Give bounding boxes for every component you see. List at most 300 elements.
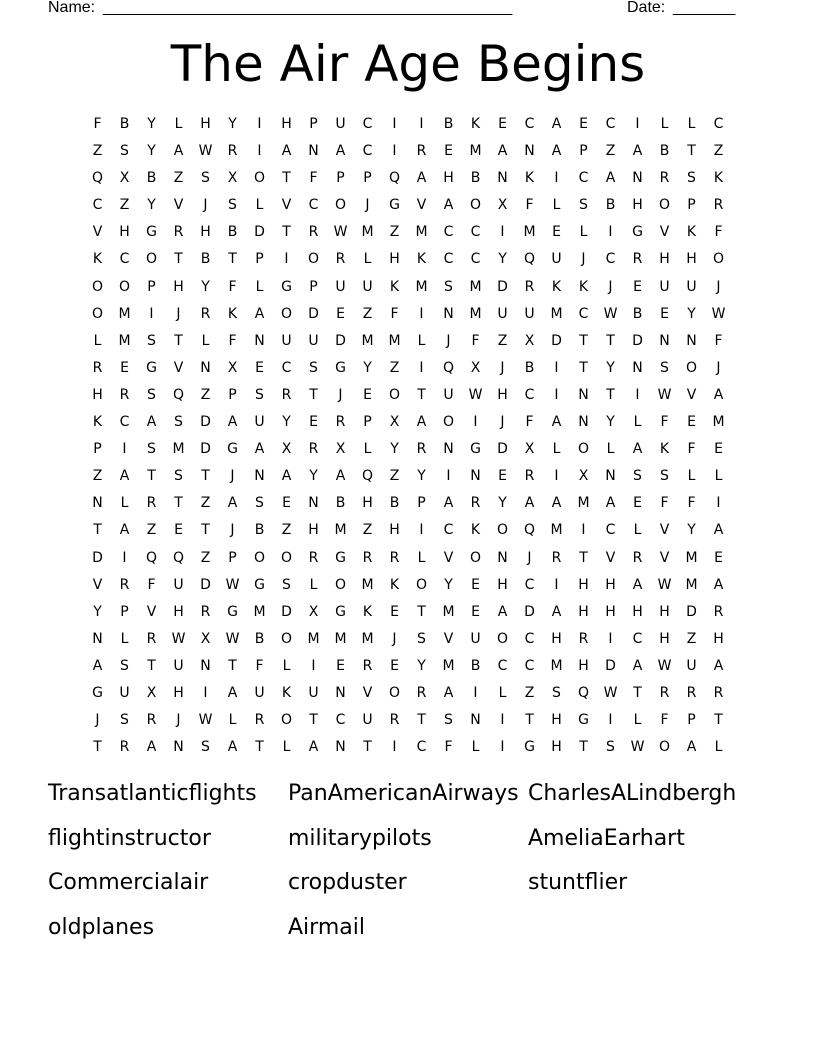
- grid-letter: R: [146, 495, 157, 512]
- grid-letter: P: [255, 251, 264, 268]
- grid-letter: O: [496, 522, 509, 539]
- grid-letter: Y: [390, 441, 399, 458]
- grid-row: [84, 493, 732, 520]
- grid-letter: S: [255, 495, 264, 512]
- grid-letter: F: [147, 576, 156, 593]
- word-list-item: AmeliaEarhart: [528, 825, 685, 851]
- grid-letter: R: [416, 684, 427, 701]
- grid-letter: C: [524, 630, 535, 647]
- grid-letter: O: [334, 576, 347, 593]
- grid-letter: H: [200, 116, 211, 132]
- grid-letter: U: [524, 305, 535, 322]
- grid-row: [84, 412, 732, 439]
- grid-letter: R: [362, 657, 373, 674]
- grid-letter: Z: [119, 197, 130, 214]
- grid-letter: T: [282, 170, 291, 187]
- grid-letter: L: [363, 251, 372, 268]
- grid-letter: A: [416, 170, 427, 187]
- grid-letter: J: [95, 712, 100, 729]
- grid-letter: G: [146, 359, 157, 376]
- grid-row: [84, 520, 732, 547]
- grid-letter: Z: [92, 468, 103, 485]
- grid-letter: S: [147, 332, 156, 349]
- grid-letter: G: [227, 603, 238, 620]
- grid-letter: O: [712, 251, 725, 268]
- grid-letter: B: [605, 197, 616, 214]
- grid-letter: L: [201, 332, 210, 349]
- grid-letter: I: [203, 684, 208, 701]
- grid-letter: S: [120, 657, 129, 674]
- grid-letter: U: [443, 386, 454, 403]
- grid-letter: R: [659, 170, 670, 187]
- grid-row: [84, 114, 732, 141]
- grid-letter: O: [280, 630, 293, 647]
- grid-letter: O: [280, 712, 293, 729]
- grid-letter: R: [632, 549, 643, 566]
- grid-letter: R: [146, 712, 157, 729]
- grid-letter: O: [658, 197, 671, 214]
- grid-letter: C: [605, 522, 616, 539]
- grid-letter: P: [363, 170, 372, 187]
- grid-letter: U: [497, 305, 508, 322]
- grid-letter: T: [93, 522, 102, 539]
- grid-letter: L: [93, 332, 102, 349]
- grid-letter: V: [443, 630, 454, 647]
- grid-letter: T: [417, 603, 426, 620]
- grid-letter: V: [659, 522, 670, 539]
- grid-letter: I: [500, 739, 505, 756]
- grid-letter: R: [335, 251, 346, 268]
- grid-row: [84, 168, 732, 195]
- grid-letter: M: [361, 224, 374, 241]
- grid-letter: R: [713, 197, 724, 214]
- grid-letter: S: [579, 197, 588, 214]
- grid-letter: Y: [498, 251, 507, 268]
- grid-letter: A: [281, 143, 292, 160]
- grid-letter: P: [336, 170, 345, 187]
- grid-letter: O: [253, 170, 266, 187]
- grid-letter: H: [389, 251, 400, 268]
- grid-letter: Y: [444, 576, 453, 593]
- grid-letter: R: [200, 603, 211, 620]
- grid-letter: O: [91, 305, 104, 322]
- grid-letter: S: [417, 630, 426, 647]
- grid-letter: C: [443, 224, 454, 241]
- grid-letter: U: [173, 576, 184, 593]
- grid-letter: K: [659, 441, 670, 458]
- grid-letter: H: [389, 522, 400, 539]
- grid-letter: A: [335, 468, 346, 485]
- grid-letter: K: [389, 278, 400, 295]
- grid-letter: C: [119, 251, 130, 268]
- grid-letter: K: [713, 170, 724, 187]
- grid-row: [84, 548, 732, 575]
- grid-letter: D: [200, 414, 211, 431]
- grid-row: [84, 141, 732, 168]
- grid-letter: T: [606, 332, 615, 349]
- grid-row: [84, 358, 732, 385]
- grid-letter: I: [608, 712, 613, 729]
- grid-letter: O: [145, 251, 158, 268]
- grid-letter: J: [203, 197, 208, 214]
- grid-letter: X: [578, 468, 589, 485]
- grid-letter: R: [254, 712, 265, 729]
- grid-letter: W: [657, 576, 672, 593]
- grid-letter: L: [309, 576, 318, 593]
- grid-letter: T: [363, 739, 372, 756]
- grid-letter: P: [687, 197, 696, 214]
- grid-letter: L: [660, 116, 669, 132]
- grid-letter: O: [685, 359, 698, 376]
- grid-letter: W: [225, 576, 240, 593]
- grid-letter: L: [552, 441, 561, 458]
- grid-letter: X: [281, 441, 292, 458]
- grid-letter: G: [470, 441, 481, 458]
- grid-letter: T: [417, 712, 426, 729]
- grid-letter: R: [227, 143, 238, 160]
- grid-letter: Y: [687, 305, 696, 322]
- grid-letter: M: [469, 305, 482, 322]
- grid-letter: V: [362, 684, 373, 701]
- grid-letter: K: [362, 603, 373, 620]
- grid-letter: M: [550, 522, 563, 539]
- grid-letter: B: [227, 224, 238, 241]
- grid-letter: P: [228, 549, 237, 566]
- grid-letter: B: [470, 657, 481, 674]
- grid-letter: E: [714, 549, 723, 566]
- grid-letter: C: [443, 522, 454, 539]
- grid-letter: C: [578, 305, 589, 322]
- grid-letter: U: [173, 657, 184, 674]
- grid-letter: N: [308, 143, 319, 160]
- grid-letter: R: [119, 739, 130, 756]
- grid-letter: W: [225, 630, 240, 647]
- grid-letter: N: [173, 739, 184, 756]
- grid-letter: S: [120, 143, 129, 160]
- grid-letter: R: [92, 359, 103, 376]
- grid-letter: V: [659, 224, 670, 241]
- grid-letter: T: [579, 739, 588, 756]
- grid-letter: E: [174, 522, 183, 539]
- grid-letter: H: [578, 657, 589, 674]
- grid-letter: T: [309, 386, 318, 403]
- grid-letter: G: [335, 549, 346, 566]
- grid-letter: K: [92, 251, 103, 268]
- grid-letter: V: [173, 359, 184, 376]
- grid-row: [84, 249, 732, 276]
- grid-letter: I: [311, 657, 316, 674]
- grid-letter: X: [470, 359, 481, 376]
- grid-letter: G: [389, 197, 400, 214]
- grid-letter: M: [415, 278, 428, 295]
- grid-letter: H: [659, 630, 670, 647]
- grid-letter: B: [659, 143, 670, 160]
- grid-letter: T: [228, 657, 237, 674]
- grid-letter: A: [443, 495, 454, 512]
- grid-letter: B: [146, 170, 157, 187]
- grid-letter: J: [500, 359, 505, 376]
- grid-letter: M: [469, 143, 482, 160]
- grid-letter: M: [685, 576, 698, 593]
- grid-letter: N: [443, 441, 454, 458]
- grid-letter: O: [280, 549, 293, 566]
- grid-letter: D: [551, 332, 562, 349]
- grid-letter: L: [120, 495, 129, 512]
- grid-letter: N: [470, 712, 481, 729]
- grid-row: [84, 602, 732, 629]
- grid-letter: V: [92, 576, 103, 593]
- grid-letter: T: [579, 332, 588, 349]
- grid-letter: I: [554, 468, 559, 485]
- grid-letter: Y: [606, 359, 615, 376]
- grid-letter: J: [392, 630, 397, 647]
- grid-letter: Z: [497, 332, 508, 349]
- grid-letter: X: [524, 441, 535, 458]
- grid-letter: H: [632, 197, 643, 214]
- grid-letter: R: [335, 414, 346, 431]
- word-list-item: flightinstructor: [48, 825, 211, 851]
- grid-letter: F: [444, 739, 453, 756]
- grid-letter: A: [443, 197, 454, 214]
- grid-letter: C: [470, 224, 481, 241]
- grid-letter: R: [551, 549, 562, 566]
- grid-letter: C: [605, 251, 616, 268]
- grid-letter: V: [416, 197, 427, 214]
- grid-letter: Y: [606, 414, 615, 431]
- grid-letter: I: [419, 522, 424, 539]
- grid-letter: F: [525, 414, 534, 431]
- grid-letter: V: [92, 224, 103, 241]
- grid-letter: S: [660, 359, 669, 376]
- grid-letter: H: [605, 576, 616, 593]
- grid-letter: S: [552, 684, 561, 701]
- grid-letter: H: [659, 251, 670, 268]
- grid-letter: K: [470, 522, 481, 539]
- grid-letter: A: [416, 414, 427, 431]
- grid-letter: R: [713, 684, 724, 701]
- grid-letter: R: [389, 712, 400, 729]
- grid-letter: H: [686, 251, 697, 268]
- date-label: Date:: [627, 0, 666, 16]
- grid-letter: F: [714, 224, 723, 241]
- grid-letter: T: [228, 251, 237, 268]
- grid-letter: T: [579, 549, 588, 566]
- grid-letter: N: [254, 332, 265, 349]
- grid-letter: V: [443, 549, 454, 566]
- grid-letter: I: [257, 143, 262, 160]
- grid-letter: D: [686, 603, 697, 620]
- grid-letter: P: [93, 441, 102, 458]
- grid-letter: K: [686, 224, 697, 241]
- grid-letter: R: [281, 386, 292, 403]
- grid-letter: A: [227, 414, 238, 431]
- grid-letter: A: [632, 143, 643, 160]
- grid-letter: D: [497, 441, 508, 458]
- grid-letter: X: [146, 684, 157, 701]
- grid-letter: M: [118, 332, 131, 349]
- grid-letter: H: [119, 224, 130, 241]
- grid-letter: Q: [523, 522, 536, 539]
- grid-letter: Z: [92, 143, 103, 160]
- grid-letter: N: [686, 332, 697, 349]
- grid-letter: A: [146, 414, 157, 431]
- word-list: [48, 778, 768, 957]
- grid-letter: B: [389, 495, 400, 512]
- grid-letter: P: [228, 386, 237, 403]
- grid-letter: H: [551, 739, 562, 756]
- grid-letter: A: [254, 305, 265, 322]
- grid-letter: H: [605, 603, 616, 620]
- grid-letter: N: [200, 657, 211, 674]
- grid-letter: F: [228, 278, 237, 295]
- grid-letter: R: [524, 278, 535, 295]
- grid-letter: Y: [363, 359, 372, 376]
- grid-letter: R: [470, 495, 481, 512]
- grid-letter: F: [93, 116, 102, 132]
- grid-letter: M: [253, 603, 266, 620]
- grid-letter: G: [254, 576, 265, 593]
- grid-letter: L: [606, 441, 615, 458]
- grid-letter: E: [471, 576, 480, 593]
- grid-letter: S: [444, 712, 453, 729]
- grid-letter: Q: [172, 549, 185, 566]
- grid-letter: T: [282, 224, 291, 241]
- grid-letter: I: [419, 305, 424, 322]
- grid-letter: C: [713, 116, 724, 132]
- grid-letter: V: [281, 197, 292, 214]
- grid-letter: Q: [523, 251, 536, 268]
- grid-letter: A: [92, 657, 103, 674]
- word-list-item: Commercialair: [48, 870, 209, 896]
- grid-letter: N: [308, 495, 319, 512]
- grid-letter: Y: [309, 468, 318, 485]
- grid-letter: A: [686, 739, 697, 756]
- grid-letter: J: [581, 251, 586, 268]
- grid-letter: W: [603, 684, 618, 701]
- grid-letter: I: [608, 224, 613, 241]
- grid-row: [84, 385, 732, 412]
- grid-letter: G: [227, 441, 238, 458]
- grid-letter: N: [92, 495, 103, 512]
- grid-letter: C: [470, 251, 481, 268]
- grid-letter: S: [228, 197, 237, 214]
- grid-letter: Z: [524, 684, 535, 701]
- grid-letter: O: [442, 414, 455, 431]
- grid-letter: T: [525, 712, 534, 729]
- grid-letter: N: [497, 549, 508, 566]
- grid-letter: U: [281, 332, 292, 349]
- grid-letter: R: [686, 684, 697, 701]
- grid-letter: O: [253, 549, 266, 566]
- grid-letter: K: [551, 278, 562, 295]
- grid-letter: Q: [91, 170, 104, 187]
- grid-letter: P: [147, 278, 156, 295]
- grid-row: [84, 331, 732, 358]
- grid-letter: S: [633, 468, 642, 485]
- grid-letter: N: [335, 684, 346, 701]
- grid-letter: U: [686, 657, 697, 674]
- grid-letter: T: [174, 251, 183, 268]
- grid-letter: A: [713, 657, 724, 674]
- grid-letter: X: [227, 170, 238, 187]
- grid-letter: L: [498, 684, 507, 701]
- grid-row: [84, 575, 732, 602]
- word-list-item: Transatlanticflights: [48, 781, 257, 806]
- grid-letter: C: [524, 116, 535, 132]
- grid-letter: F: [660, 495, 669, 512]
- grid-letter: H: [173, 278, 184, 295]
- grid-letter: B: [200, 251, 211, 268]
- grid-letter: R: [416, 441, 427, 458]
- grid-letter: F: [714, 332, 723, 349]
- grid-letter: A: [227, 495, 238, 512]
- grid-letter: S: [147, 386, 156, 403]
- grid-letter: G: [335, 603, 346, 620]
- grid-letter: J: [527, 549, 532, 566]
- grid-letter: Q: [388, 170, 401, 187]
- grid-letter: B: [443, 116, 454, 132]
- grid-letter: B: [254, 522, 265, 539]
- grid-letter: S: [201, 170, 210, 187]
- grid-letter: J: [176, 712, 181, 729]
- grid-letter: N: [443, 305, 454, 322]
- grid-letter: U: [659, 278, 670, 295]
- grid-letter: G: [281, 278, 292, 295]
- grid-letter: E: [471, 603, 480, 620]
- word-list-item: militarypilots: [288, 825, 432, 851]
- grid-letter: R: [389, 549, 400, 566]
- grid-letter: R: [713, 603, 724, 620]
- grid-letter: O: [388, 386, 401, 403]
- grid-letter: O: [118, 278, 131, 295]
- grid-letter: S: [120, 712, 129, 729]
- grid-letter: W: [333, 224, 348, 241]
- grid-letter: M: [550, 305, 563, 322]
- grid-letter: Y: [498, 495, 507, 512]
- grid-letter: O: [496, 630, 509, 647]
- grid-letter: A: [119, 522, 130, 539]
- grid-letter: X: [335, 441, 346, 458]
- grid-letter: Z: [200, 386, 211, 403]
- page-title: The Air Age Begins: [170, 35, 646, 93]
- grid-letter: S: [174, 468, 183, 485]
- grid-letter: X: [119, 170, 130, 187]
- grid-letter: J: [230, 522, 235, 539]
- grid-letter: E: [498, 468, 507, 485]
- grid-letter: I: [635, 386, 640, 403]
- grid-letter: D: [335, 332, 346, 349]
- grid-letter: R: [578, 630, 589, 647]
- grid-letter: T: [309, 712, 318, 729]
- grid-letter: F: [309, 170, 318, 187]
- grid-letter: R: [308, 224, 319, 241]
- grid-letter: A: [713, 386, 724, 403]
- grid-letter: H: [659, 603, 670, 620]
- grid-letter: Q: [577, 684, 590, 701]
- grid-letter: G: [146, 224, 157, 241]
- grid-letter: R: [119, 576, 130, 593]
- grid-letter: K: [281, 684, 292, 701]
- grid-letter: E: [282, 495, 291, 512]
- grid-letter: M: [523, 224, 536, 241]
- grid-letter: L: [633, 414, 642, 431]
- grid-letter: L: [633, 712, 642, 729]
- grid-letter: K: [92, 414, 103, 431]
- grid-letter: M: [550, 657, 563, 674]
- grid-letter: L: [282, 739, 291, 756]
- grid-letter: R: [119, 386, 130, 403]
- grid-letter: F: [255, 657, 264, 674]
